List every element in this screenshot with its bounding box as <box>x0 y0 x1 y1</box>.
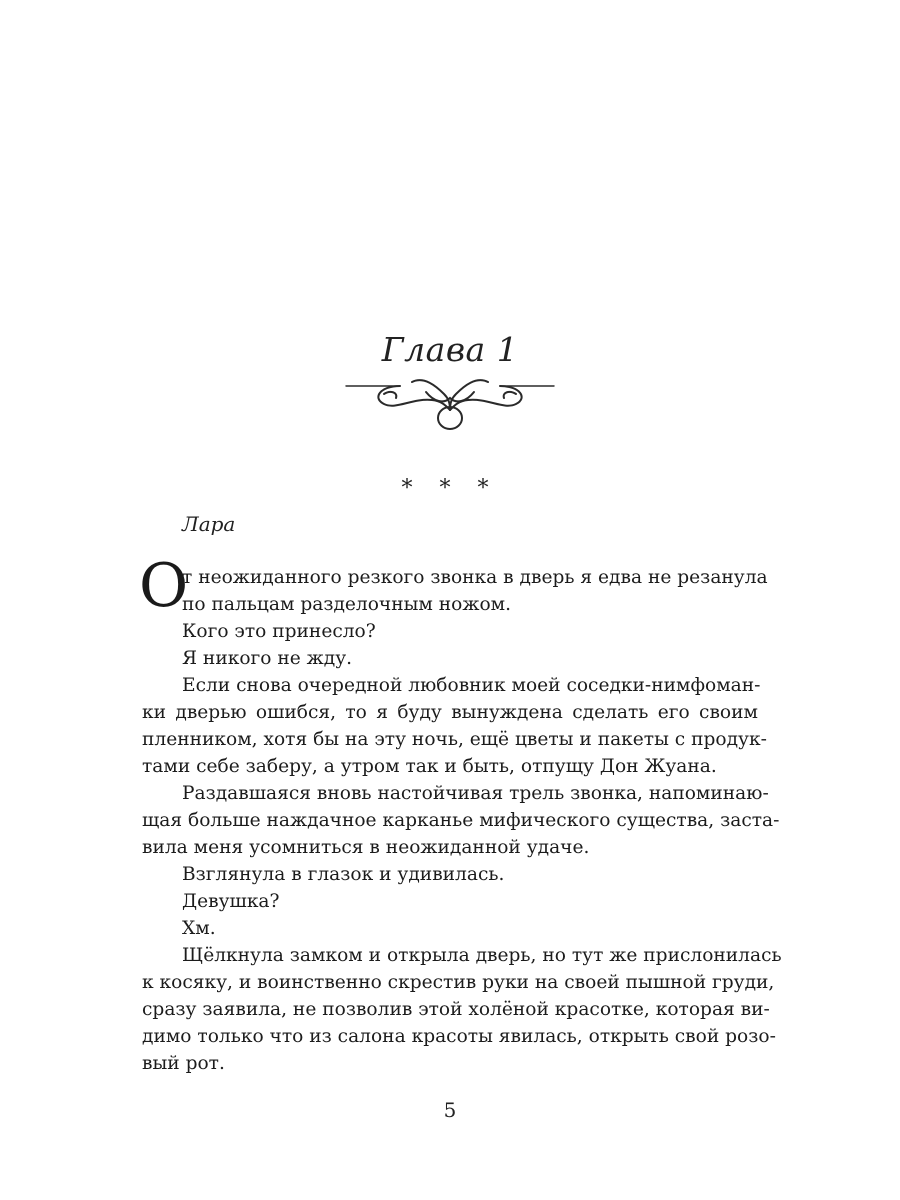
text-line: сразу заявила, не позволив этой холёной красотке, которая ви- <box>142 999 770 1020</box>
text-line: по пальцам разделочным ножом. <box>182 594 512 615</box>
text-line: тами себе заберу, а утром так и быть, отпущу Дон Жуана. <box>142 756 717 777</box>
paragraph-8: Хм. <box>182 918 216 939</box>
text-line: вый рот. <box>142 1053 225 1074</box>
text-line: Если снова очередной любовник моей соседки-нимфоман- <box>182 675 761 696</box>
text-line: к косяку, и воинственно скрестив руки на своей пышной груди, <box>142 972 775 993</box>
text-line: т неожиданного резкого звонка в дверь я едва не резанула <box>182 567 768 588</box>
pov-character-name: Лара <box>182 512 236 536</box>
drop-cap: О <box>139 551 189 621</box>
text-line: Раздавшаяся вновь настойчивая трель звонка, напоминаю- <box>182 783 769 804</box>
text-line: пленником, хотя бы на эту ночь, ещё цветы и пакеты с продук- <box>142 729 767 750</box>
flourish-ornament-icon <box>340 372 560 436</box>
text-line: щая больше наждачное карканье мифического существа, заста- <box>142 810 780 831</box>
section-separator: * * * <box>401 476 499 501</box>
text-line: ки дверью ошибся, то я буду вынуждена сделать его своим <box>142 702 758 723</box>
chapter-title: Глава 1 <box>381 330 519 369</box>
text-line: Щёлкнула замком и открыла дверь, но тут же прислонилась <box>182 945 782 966</box>
paragraph-6: Взглянула в глазок и удивилась. <box>182 864 505 885</box>
body-text <box>139 551 782 1077</box>
page-number: 5 <box>443 1098 457 1122</box>
paragraph-7: Девушка? <box>182 891 280 912</box>
paragraph-3: Я никого не жду. <box>182 648 353 669</box>
paragraph-2: Кого это принесло? <box>182 621 376 642</box>
text-line: димо только что из салона красоты явилась, открыть свой розо- <box>142 1026 776 1047</box>
text-line: вила меня усомниться в неожиданной удаче. <box>142 837 590 858</box>
paragraph-1 <box>139 551 768 621</box>
